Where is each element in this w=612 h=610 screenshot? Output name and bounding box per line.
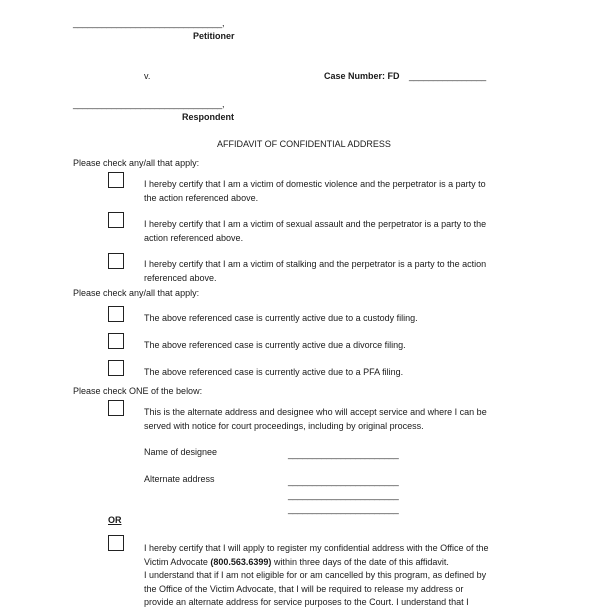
victim-advocate-line: Victim Advocate (800.563.6399) within three days of the date of this affidavit. bbox=[144, 556, 449, 567]
petitioner-signature-line: _______________________________, bbox=[73, 18, 225, 28]
or-separator: OR bbox=[108, 515, 122, 525]
pfa-filing-checkbox[interactable] bbox=[108, 360, 124, 376]
custody-filing-text: The above referenced case is currently active due to a custody filing. bbox=[144, 313, 418, 323]
stalking-text: I hereby certify that I am a victim of stalking and the perpetrator is a party to the action referenced above. bbox=[144, 259, 487, 283]
designee-label: Name of designee bbox=[144, 447, 218, 457]
alternate-address-line-2[interactable]: _______________________ bbox=[288, 490, 399, 500]
confidential-registration-checkbox[interactable] bbox=[108, 535, 124, 551]
sexual-assault-checkbox[interactable] bbox=[108, 212, 124, 228]
section1-instruction: Please check any/all that apply: bbox=[73, 158, 200, 168]
divorce-filing-text: The above referenced case is currently active due a divorce filing. bbox=[144, 340, 406, 350]
case-number-label: Case Number: FD bbox=[324, 71, 400, 81]
confidential-registration-text: I hereby certify that I will apply to register my confidential address with the Office of the Victim Advocate (800.563.6399) within three days of the date of this affidavit. I understand that if I am not eligible for or am cancelled by this program, as defined by the Office of the Victim Advocate, that I will be required to release my address or provide an alternate address for service purposes to the Court. I understand that I bbox=[144, 543, 489, 607]
alternate-address-checkbox[interactable] bbox=[108, 400, 124, 416]
alternate-address-line-1[interactable]: _______________________ bbox=[288, 476, 399, 486]
respondent-signature-line: _______________________________, bbox=[73, 99, 225, 109]
domestic-violence-checkbox[interactable] bbox=[108, 172, 124, 188]
victim-advocate-phone: (800.563.6399) bbox=[210, 556, 272, 567]
designee-line[interactable]: _______________________ bbox=[288, 449, 399, 459]
petitioner-label: Petitioner bbox=[193, 31, 235, 41]
page-title: AFFIDAVIT OF CONFIDENTIAL ADDRESS bbox=[217, 139, 391, 149]
pfa-filing-text: The above referenced case is currently active due to a PFA filing. bbox=[144, 367, 404, 377]
sexual-assault-text: I hereby certify that I am a victim of sexual assault and the perpetrator is a party to the action referenced above. bbox=[144, 219, 487, 243]
stalking-checkbox[interactable] bbox=[108, 253, 124, 269]
divorce-filing-checkbox[interactable] bbox=[108, 333, 124, 349]
section2-instruction: Please check any/all that apply: bbox=[73, 288, 200, 298]
alternate-address-line-3[interactable]: _______________________ bbox=[288, 504, 399, 514]
domestic-violence-text: I hereby certify that I am a victim of domestic violence and the perpetrator is a party to the action referenced above. bbox=[144, 179, 486, 203]
versus-text: v. bbox=[144, 71, 151, 81]
alternate-address-label: Alternate address bbox=[144, 474, 215, 484]
section3-instruction: Please check ONE of the below: bbox=[73, 386, 203, 396]
case-number-line[interactable]: ________________ bbox=[409, 71, 486, 81]
custody-filing-checkbox[interactable] bbox=[108, 306, 124, 322]
alternate-address-text: This is the alternate address and designee who will accept service and where I can be served with notice for court proceedings, including by original process. bbox=[144, 407, 487, 431]
respondent-label: Respondent bbox=[182, 112, 235, 122]
